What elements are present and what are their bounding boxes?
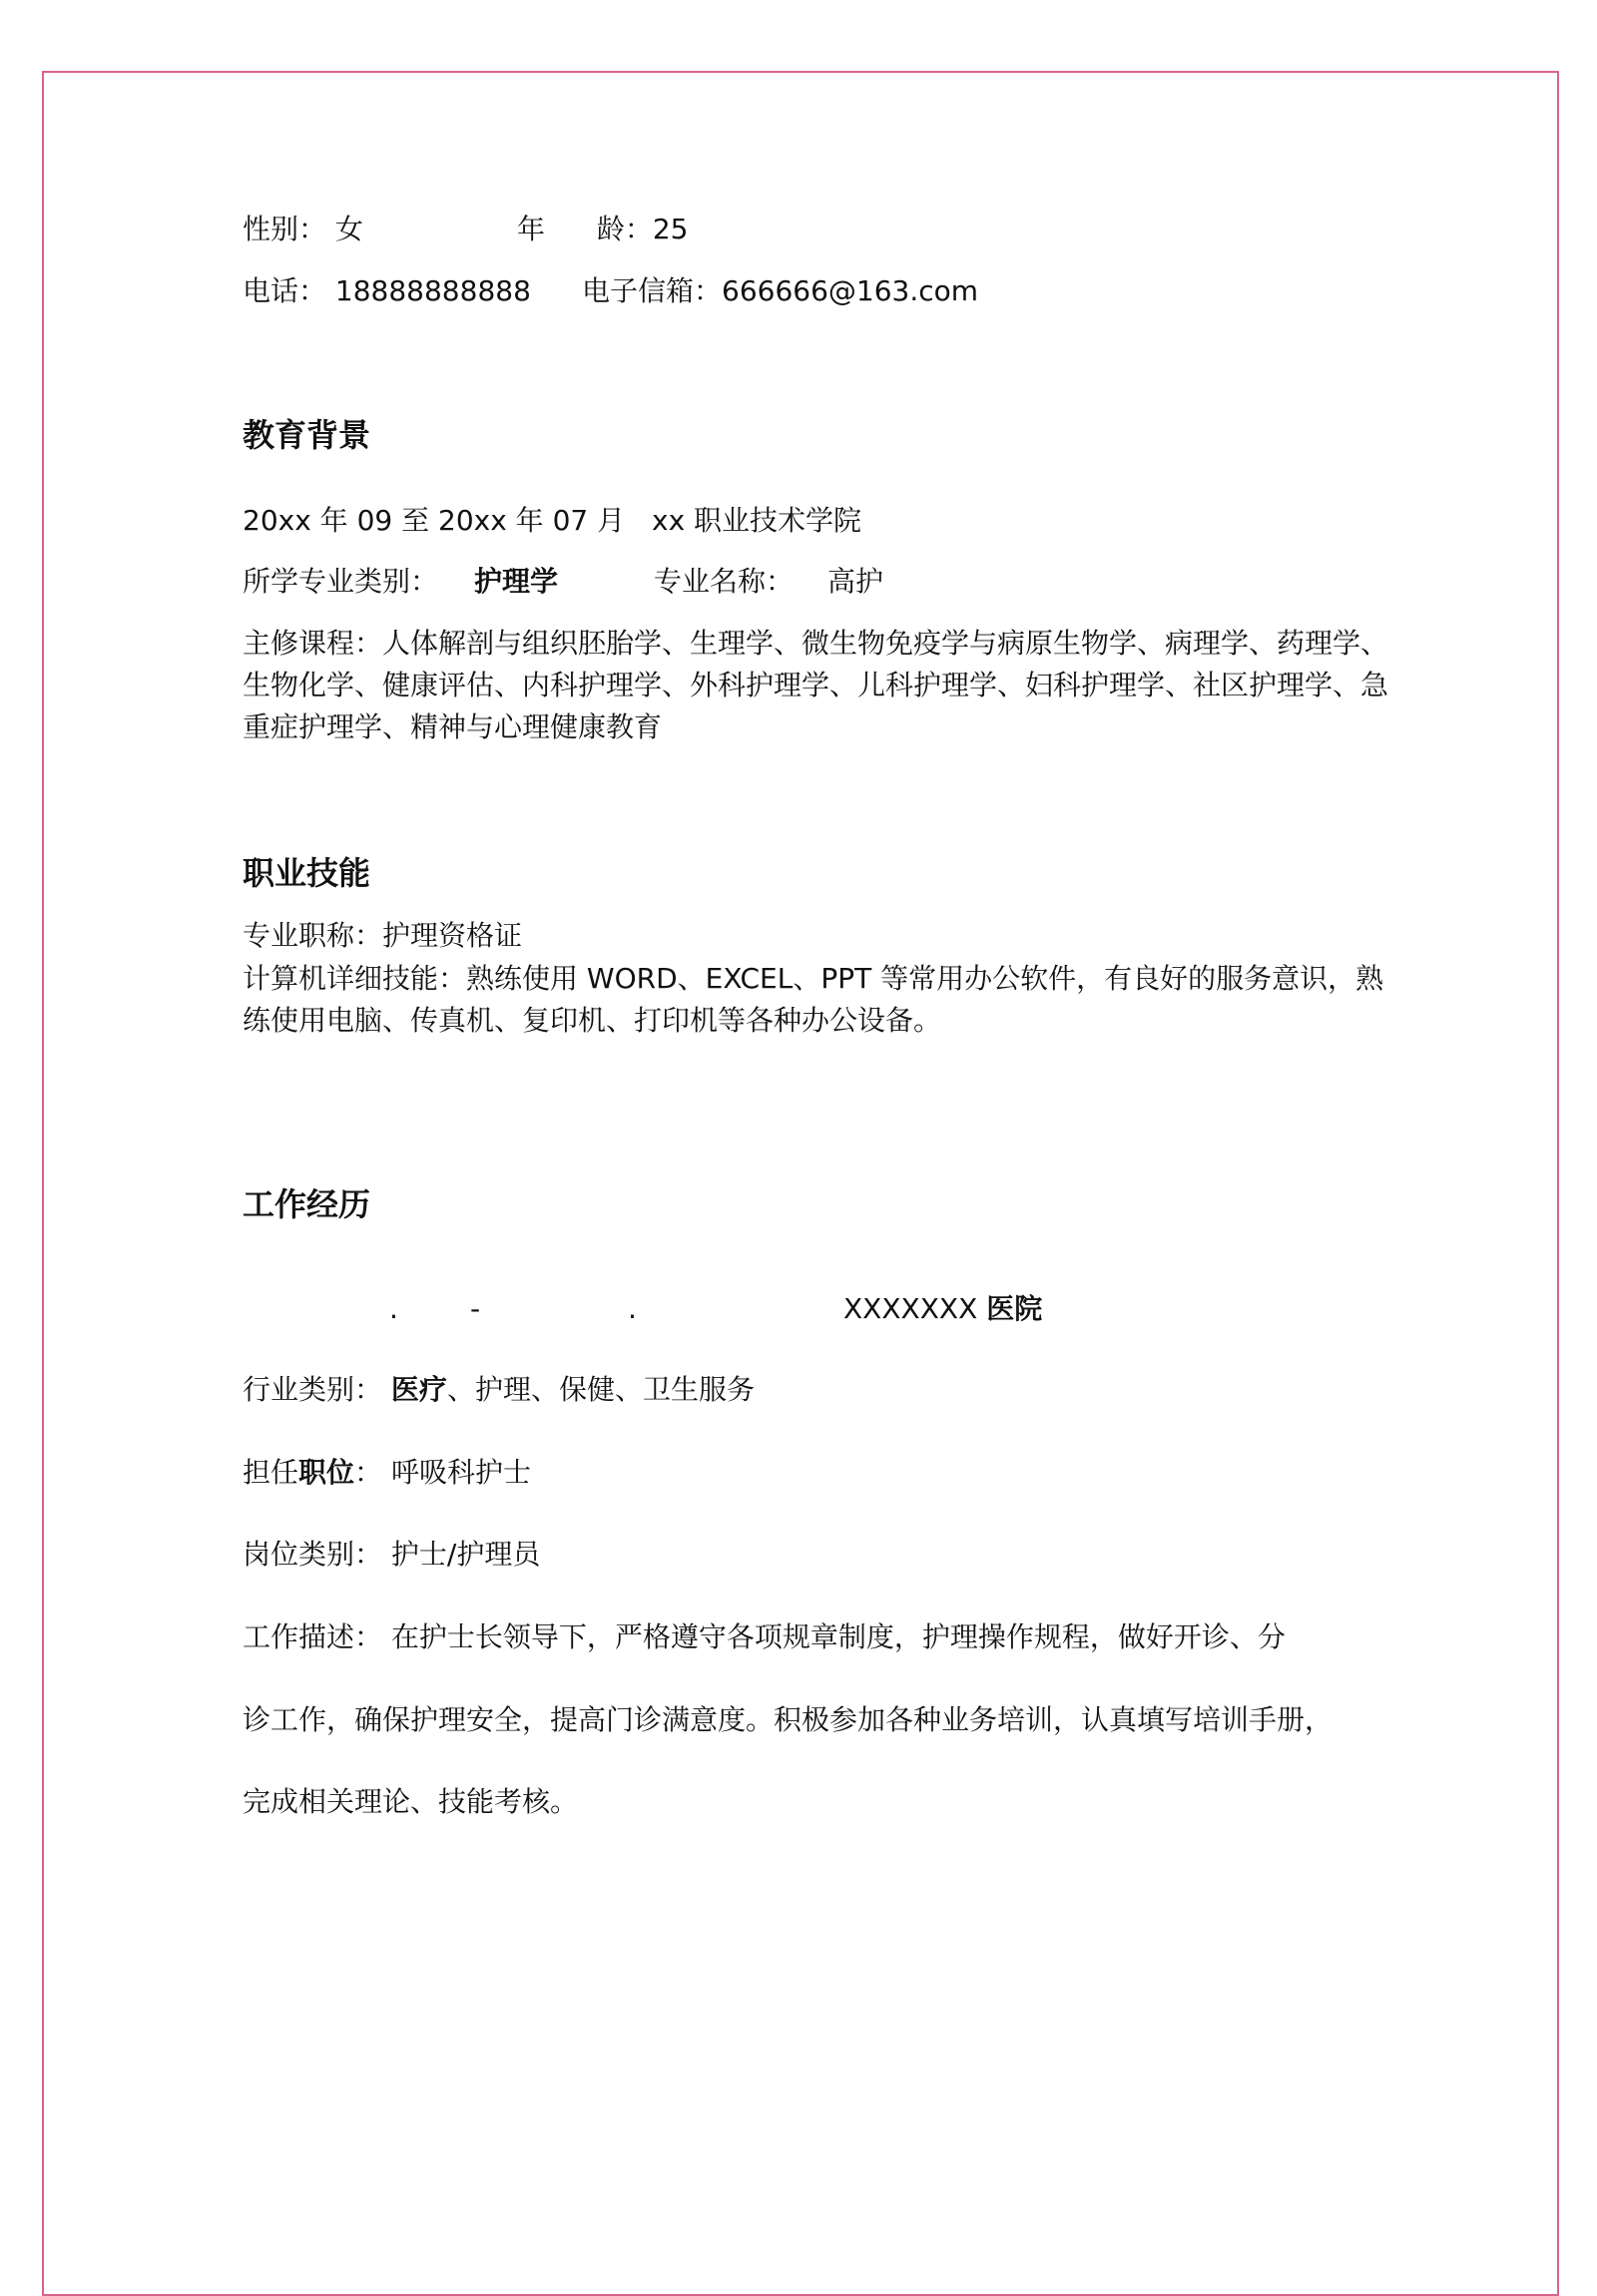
phone-label: 电话： xyxy=(243,274,327,307)
position-label-part2: ： xyxy=(354,1456,383,1489)
age-value: 25 xyxy=(652,213,689,245)
position-label-part1: 担任 xyxy=(243,1456,299,1489)
gender-value: 女 xyxy=(334,213,363,245)
age-label-part2: 龄： xyxy=(596,213,653,245)
employer-prefix: XXXXXXX xyxy=(843,1292,978,1325)
work-heading: 工作经历 xyxy=(243,1185,371,1223)
email-value: 666666@163.com xyxy=(722,274,979,307)
major-category-label: 所学专业类别： xyxy=(243,565,439,598)
position-row xyxy=(243,1453,531,1493)
work-date-dot-2: . xyxy=(628,1292,637,1325)
industry-bold: 医疗 xyxy=(390,1373,447,1406)
phone-row xyxy=(243,271,531,311)
email-label: 电子信箱： xyxy=(582,274,723,307)
major-category-value: 护理学 xyxy=(474,565,559,598)
age-label-part1: 年 xyxy=(517,213,546,245)
gender-age-row xyxy=(243,210,363,249)
job-category-label: 岗位类别： xyxy=(243,1538,383,1571)
employer-suffix: 医院 xyxy=(986,1292,1043,1325)
courses-paragraph: 主修课程：人体解剖与组织胚胎学、生理学、微生物免疫学与病原生物学、病理学、药理学、生物化学、健康评估、内科护理学、外科护理学、儿科护理学、妇科护理学、社区护理学、急重症护理学、精神与心理健康教育 xyxy=(243,627,1389,743)
work-description-line-3: 完成相关理论、技能考核。 xyxy=(243,1785,579,1818)
age-field xyxy=(517,210,688,249)
employer-name xyxy=(843,1289,1042,1329)
major-name-label: 专业名称： xyxy=(654,565,795,598)
email-field xyxy=(582,271,978,311)
industry-label: 行业类别： xyxy=(243,1373,383,1406)
job-category-row xyxy=(243,1535,540,1575)
phone-value: 18888888888 xyxy=(334,274,531,307)
work-date-dash: - xyxy=(470,1292,481,1325)
gender-label: 性别： xyxy=(243,213,327,245)
work-description-line-2: 诊工作，确保护理安全，提高门诊满意度。积极参加各种业务培训，认真填写培训手册， xyxy=(243,1703,1333,1736)
education-period: 20xx 年 09 至 20xx 年 07 月 xyxy=(243,504,626,537)
skills-heading: 职业技能 xyxy=(243,854,371,892)
position-value: 呼吸科护士 xyxy=(390,1456,531,1489)
job-category-value: 护士/护理员 xyxy=(390,1538,541,1571)
education-heading: 教育背景 xyxy=(243,416,371,454)
work-date-dot-1: . xyxy=(389,1292,398,1325)
industry-row xyxy=(243,1370,755,1410)
position-label-bold: 职位 xyxy=(298,1456,355,1489)
computer-skills: 计算机详细技能：熟练使用 WORD、EXCEL、PPT 等常用办公软件，有良好的服务意识，熟练使用电脑、传真机、复印机、打印机等各种办公设备。 xyxy=(243,962,1384,1037)
work-description-line-1: 工作描述： 在护士长领导下，严格遵守各项规章制度，护理操作规程，做好开诊、分 xyxy=(243,1620,1286,1653)
major-name-value: 高护 xyxy=(827,565,884,598)
industry-rest: 、护理、保健、卫生服务 xyxy=(446,1373,755,1406)
professional-title: 专业职称：护理资格证 xyxy=(243,919,523,952)
education-school: xx 职业技术学院 xyxy=(652,504,862,537)
